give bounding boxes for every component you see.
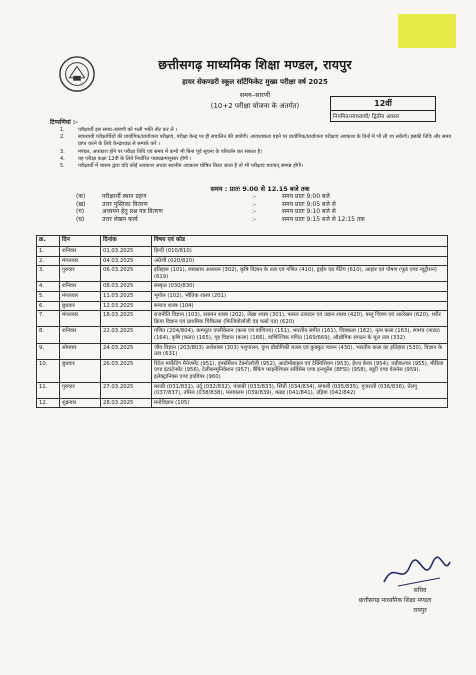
signature-mark <box>380 556 452 590</box>
table-row: 8. शनिवार 22.03.2025 गणित (204/804), कम्प्यूटर एप्लीकेशन (कला एवं वाणिज्य) (151), भारतीय संगीत (161), चित्रकला (162), नृत्य कला (163), रंगमंच (नाट्य) (164), कृषि (कला) (165), गृह विज्ञान (कला) (166), वाणिज्यिक गणित (169/669), औद्योगिक संगठन के मूल तत्व (332) <box>37 327 448 343</box>
class-mode: नियमित/स्वाध्यायी/ द्वितीय अवसर <box>333 114 400 120</box>
notes-list <box>60 127 460 170</box>
note-item: 1. परीक्षार्थी इस समय–सारणी को भली भांति नोट कर लें । <box>60 127 178 133</box>
signatory-title: सचिव <box>413 587 427 594</box>
exam-title: हायर सेकण्डरी स्कूल सर्टिफिकेट मुख्य परीक्षा वर्ष 2025 <box>182 78 328 86</box>
table-row: 5. मंगलवार 11.03.2025 भूगोल (102), भौतिक शास्त्र (201) <box>37 291 448 301</box>
signatory-place: रायपुर <box>413 607 427 614</box>
board-logo-icon <box>58 55 96 93</box>
table-row: 9. सोमवार 24.03.2025 जीव विज्ञान (203/803) अर्थशास्त्र (303) पशुपालन, दुग्ध प्रौद्योगिकी मत्स्य एवं कुक्कुट पालन (430), भारतीय कला का इतिहास (530), विज्ञान के तत्व (631) <box>37 343 448 359</box>
header-serial: क्र. <box>37 236 60 247</box>
table-row: 3. गुरुवार 06.03.2025 इतिहास (101), व्यवसाय अध्ययन (302), कृषि विज्ञान के तत्व एवं गणित (410), ड्राईंग एंड पेंटिंग (610), आहार एवं पोषण (फूड एण्ड न्यूट्रीशन) (619) <box>37 266 448 282</box>
table-row: 12. शुक्रवार 28.03.2025 मनोविज्ञान (105) <box>37 398 448 408</box>
table-row: 7. मंगलवार 18.03.2025 राजनीति विज्ञान (103), रसायन शास्त्र (202), लेखा शास्त्र (301), फसल उत्पादन एवं उद्यान शास्त्र (420), वस्तु चित्रण एवं आलेखन (620), शरीर क्रिया विज्ञान एवं प्राथमिक चिकित्सा (फिजियोलॉजी एंड फर्स्ट एड) (620) <box>37 311 448 327</box>
schedule-row: (क) परीक्षार्थी स्थान ग्रहण :- समय प्रातः 9:00 बजे <box>76 193 330 200</box>
table-header-row <box>37 236 448 247</box>
table-row: 1. शनिवार 01.03.2025 हिन्दी (010/810) <box>37 247 448 257</box>
notes-heading: टिप्पणियां :- <box>50 119 78 126</box>
header-date: दिनांक <box>101 236 152 247</box>
organization-title: छत्तीसगढ़ माध्यमिक शिक्षा मण्डल, रायपुर <box>158 57 352 72</box>
table-row: 6. बुधवार 12.03.2025 समाज शास्त्र (104) <box>37 301 448 311</box>
schedule-row: (घ) उत्तर लेखन कार्य :- समय प्रातः 9:15 बजे से 12:15 तक <box>76 215 365 223</box>
table-row: 2. मंगलवार 04.03.2025 अंग्रेजी (020/820) <box>37 256 448 266</box>
scheme-label: (10+2 परीक्षा योजना के अंतर्गत) <box>210 102 300 110</box>
note-item: 4. यह परीक्षा कक्षा 12वीं के लिये निर्धारित पाठ्यक्रमानुसार होगी । <box>60 155 192 162</box>
header-subject: विषय एवं कोड <box>152 236 448 247</box>
class-label: 12वीं <box>331 97 435 111</box>
note-item: 2. स्वाध्यायी परीक्षार्थियों की प्रायोगिक/प्रायोजना परीक्षाएं, परीक्षा केन्द्र पर ही संचालित की जायेंगी। आवश्यकता पड़ने पर प्रायोगिक/प्रायोजना परीक्षाएं अवकाश के दिनों में भी ली जा सकेंगी। इसकी तिथि और समय प्राप्त करने के लिये केन्द्राध्यक्ष से सम्पर्क करें । <box>60 134 452 148</box>
exam-time-heading: समय : प्रातः 9.00 से 12.15 बजे तक <box>210 185 310 193</box>
table-row: 11. गुरुवार 27.03.2025 मराठी (031/831), उर्दू (032/832), पंजाबी (033/833), सिंधी (034/834), बंगाली (035/835), गुजराती (036/836), तेलगू (037/837), तमिल (038/838), मलयालम (039/839), कन्नड़ (041/841), उड़िया (042/842) <box>37 382 448 398</box>
table-row: 4. शनिवार 08.03.2025 संस्कृत (030/830) <box>37 282 448 292</box>
note-item: 5. परीक्षार्थी में शासन द्वारा यदि कोई अवकाश अथवा स्थानीय अवकाश घोषित किया जाता है तो भी परीक्षाएं यथावत् सम्पन्न होंगी। <box>60 163 304 170</box>
note-item: 3. मण्डल, अवकाश होने पर परीक्षा तिथि एवं समय में कभी भी बिना पूर्व सूचना के परिवर्तन कर सकता है। <box>60 148 263 155</box>
table-row: 10. बुधवार 26.03.2025 रिटेल मार्केटिंग मैनेजमेंट (951), इन्फॉर्मेशन टेक्नोलॉजी (952), आटोमोबाइल एवं टेक्निशियन (953), हेल्थ केयर (954), एग्रीकल्चर (955), मीडिया एण्ड इंटरटेनमेंट (956), टेलीकम्युनिकेशन (957), बैंकिंग फाइनेंशियल सर्विसेस एण्ड इन्श्युरेंस (BFSI) (958), ब्यूटी एण्ड वेलनेस (959), इलेक्ट्रानिक्स एण्ड हार्डवेयर (960) <box>37 359 448 382</box>
class-box <box>330 96 436 122</box>
schedule-row: (ख) उत्तर पुस्तिका वितरण :- समय प्रातः 9:05 बजे से <box>76 200 336 208</box>
header-day: दिन <box>60 236 101 247</box>
schedule-list <box>76 193 402 223</box>
schedule-row: (ग) अध्ययन हेतु प्रश्न पत्र वितरण :- समय प्रातः 9:10 बजे से <box>76 208 336 216</box>
timetable <box>36 235 448 408</box>
highlight-patch <box>398 14 456 48</box>
timetable-label: समय–सारणी <box>239 91 271 99</box>
signatory-org: छत्तीसगढ़ माध्यमिक शिक्षा मण्डल <box>358 597 432 604</box>
